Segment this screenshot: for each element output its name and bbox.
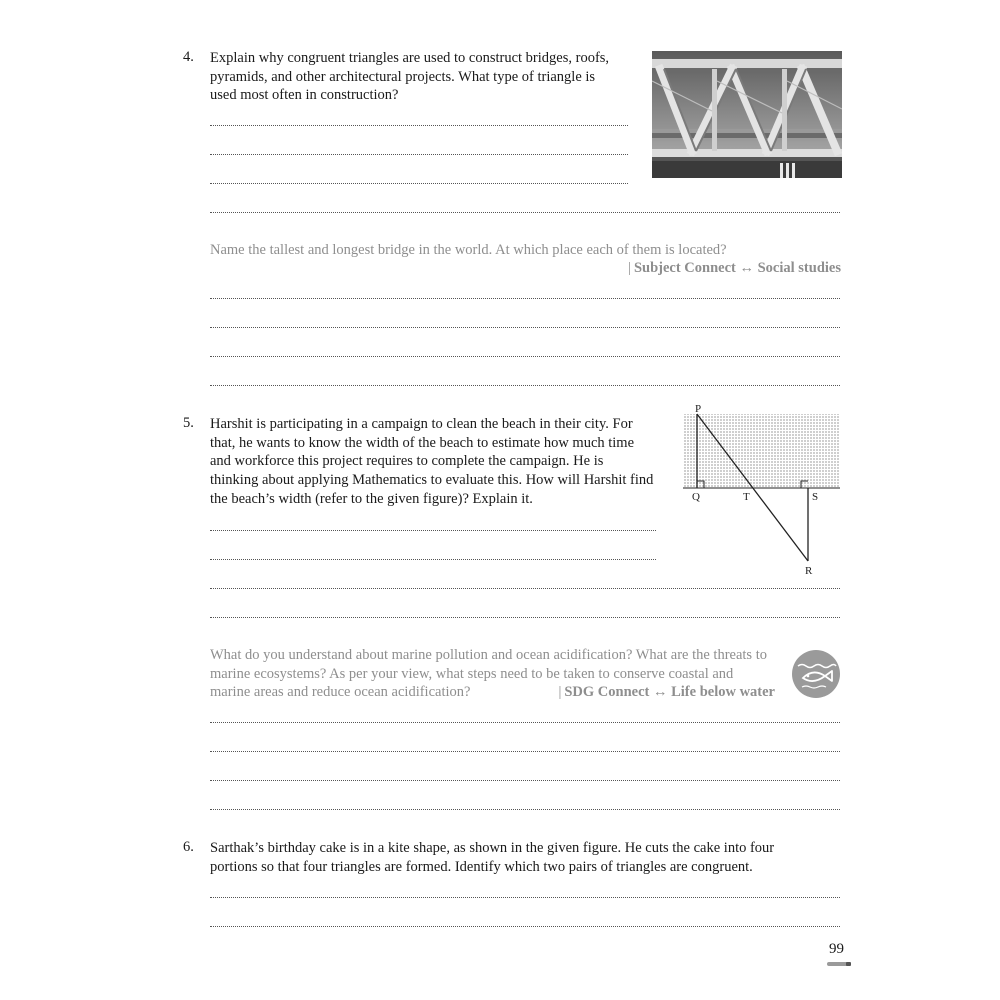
label-s: S xyxy=(812,491,819,503)
label-p: P xyxy=(695,403,702,415)
answer-line[interactable] xyxy=(210,298,840,299)
answer-line[interactable] xyxy=(210,327,840,328)
q4-number: 4. xyxy=(183,49,194,65)
answer-line[interactable] xyxy=(210,212,840,213)
q4-extension: Name the tallest and longest bridge in the world. At which place each of them is located? xyxy=(210,242,727,258)
answer-line[interactable] xyxy=(210,809,840,810)
label-t: T xyxy=(743,491,750,503)
q5-extension: What do you understand about marine pollution and ocean acidification? What are the threats to marine ecosystems? As per your view, what steps need to be taken to conserve coastal and marine areas and reduce ocean acidification? xyxy=(210,647,767,701)
answer-line[interactable] xyxy=(210,356,840,357)
answer-line[interactable] xyxy=(210,722,840,723)
subject-connect-label: | Subject Connect ↔ Social studies xyxy=(628,260,841,276)
q5-number: 5. xyxy=(183,415,194,431)
label-r: R xyxy=(805,565,813,577)
bridge-photo xyxy=(652,51,842,178)
answer-line[interactable] xyxy=(210,559,656,560)
page-number: 99 xyxy=(829,941,844,957)
answer-line[interactable] xyxy=(210,751,840,752)
answer-line[interactable] xyxy=(210,897,840,898)
beach-area xyxy=(683,414,840,488)
label-q: Q xyxy=(692,491,700,503)
answer-line[interactable] xyxy=(210,530,656,531)
fish-icon xyxy=(792,650,840,698)
answer-line[interactable] xyxy=(210,780,840,781)
answer-line[interactable] xyxy=(210,125,628,126)
answer-line[interactable] xyxy=(210,926,840,927)
beach-width-figure xyxy=(675,398,845,580)
sdg-connect-label: | SDG Connect ↔ Life below water xyxy=(558,684,775,700)
q6-text: Sarthak’s birthday cake is in a kite shape, as shown in the given figure. He cuts the cake into four portions so that four triangles are formed. Identify which two pairs of triangles are congruent. xyxy=(210,840,775,875)
answer-line[interactable] xyxy=(210,617,840,618)
page-number-underline xyxy=(827,961,852,967)
answer-line[interactable] xyxy=(210,154,628,155)
answer-line[interactable] xyxy=(210,183,628,184)
answer-line[interactable] xyxy=(210,588,840,589)
answer-line[interactable] xyxy=(210,385,840,386)
q6-number: 6. xyxy=(183,839,194,855)
q5-text: Harshit is participating in a campaign to clean the beach in their city. For that, he wants to know the width of the beach to estimate how much time and workforce this project requires to complete the campaign. He is thinking about applying Mathematics to evaluate this. How will Harshit find the beach’s width (refer to the given figure)? Explain it. xyxy=(210,416,654,507)
q4-text: Explain why congruent triangles are used to construct bridges, roofs, pyramids, and other architectural projects. What type of triangle is used most often in construction? xyxy=(210,50,610,104)
